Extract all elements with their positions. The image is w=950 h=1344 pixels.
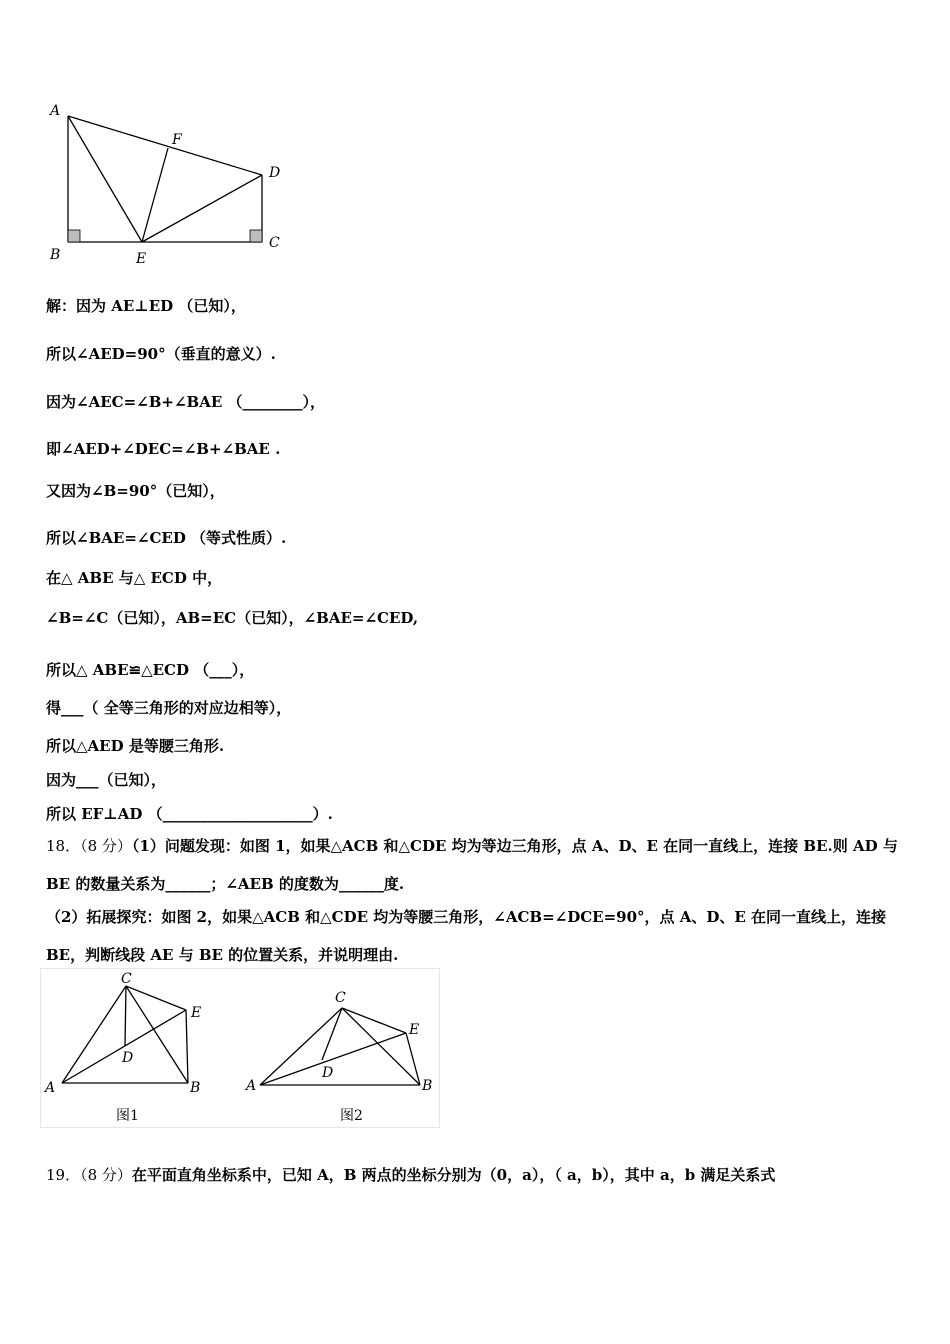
right-angle-b (68, 230, 80, 242)
label-a: A (50, 103, 61, 119)
solution-line-2: 所以∠AED=90°（垂直的意义）. (46, 345, 276, 363)
fig1-label-b: B (190, 1080, 201, 1096)
label-d: D (269, 165, 281, 181)
fig1-cb (126, 986, 188, 1083)
figure-2 (260, 1008, 420, 1085)
solution-line-4: 即∠AED+∠DEC=∠B+∠BAE . (46, 440, 281, 458)
solution-line-9: 所以△ ABE≌△ECD （___）， (46, 661, 255, 679)
fig1-cd (125, 986, 126, 1046)
fig1-label-a: A (45, 1080, 56, 1096)
solution-line-13: 所以 EF⊥AD （____________________）. (46, 805, 333, 823)
label-e: E (136, 251, 147, 267)
label-b: B (50, 247, 61, 263)
solution-line-8: ∠B=∠C（已知），AB=EC（已知），∠BAE=∠CED, (46, 609, 419, 627)
label-c: C (269, 235, 280, 251)
solution-line-6: 所以∠BAE=∠CED （等式性质）. (46, 529, 287, 547)
fig1-label-e: E (191, 1005, 202, 1021)
figure-18 (40, 968, 440, 1128)
fig2-label-d: D (322, 1065, 334, 1081)
fig1-eb (186, 1010, 188, 1083)
solution-line-1: 解：因为 AE⊥ED （已知）， (46, 297, 246, 315)
solution-line-3: 因为∠AEC=∠B+∠BAE （________）， (46, 393, 326, 411)
solution-line-10: 得___（ 全等三角形的对应边相等）， (46, 699, 292, 717)
fig2-ce (342, 1008, 406, 1033)
solution-line-7: 在△ ABE 与△ ECD 中， (46, 569, 223, 587)
fig2-cd (322, 1008, 342, 1060)
fig1-ac (62, 986, 126, 1083)
question-19-number: 19．（8 分） (46, 1166, 132, 1184)
figure-border (41, 969, 440, 1128)
question-18-part-1 (46, 827, 906, 903)
figure-1 (62, 986, 188, 1083)
fig2-caption: 图2 (340, 1108, 363, 1124)
fig1-label-c: C (121, 971, 132, 987)
label-f: F (172, 132, 182, 148)
fig2-label-a: A (246, 1078, 257, 1094)
right-angle-c (250, 230, 262, 242)
fig2-cb (342, 1008, 420, 1085)
fig1-caption: 图1 (116, 1108, 139, 1124)
segment-ef (142, 148, 168, 242)
fig2-label-b: B (422, 1078, 433, 1094)
solution-line-5: 又因为∠B=90°（已知）， (46, 482, 225, 500)
question-19-text: 在平面直角坐标系中，已知 A，B 两点的坐标分别为（0，a），（ a，b），其中 a，b 满足关系式 (131, 1166, 776, 1184)
question-18-part-2: （2）拓展探究：如图 2，如果△ACB 和△CDE 均为等腰三角形，∠ACB=∠DCE=90°，点 A、D、E 在同一直线上，连接 BE，判断线段 AE 与 BE 的位置关系，并说明理由. (46, 908, 887, 964)
fig2-label-c: C (335, 990, 346, 1006)
fig1-ae (62, 1010, 186, 1083)
segment-ed (142, 175, 262, 242)
question-18-number: 18．（8 分） (46, 837, 132, 855)
fig1-ce (126, 986, 186, 1010)
fig1-label-d: D (122, 1050, 134, 1066)
question-19 (46, 1164, 775, 1185)
solution-line-11: 所以△AED 是等腰三角形. (46, 737, 225, 755)
solution-line-12: 因为___（已知）， (46, 771, 167, 789)
figure-quadrilateral (40, 95, 300, 270)
question-18-part-1-text: （1）问题发现：如图 1，如果△ACB 和△CDE 均为等边三角形，点 A、D、E 在同一直线上，连接 BE.则 AD 与 BE 的数量关系为______；∠AEB 的度数为______度. (46, 837, 898, 893)
fig2-label-e: E (409, 1022, 420, 1038)
